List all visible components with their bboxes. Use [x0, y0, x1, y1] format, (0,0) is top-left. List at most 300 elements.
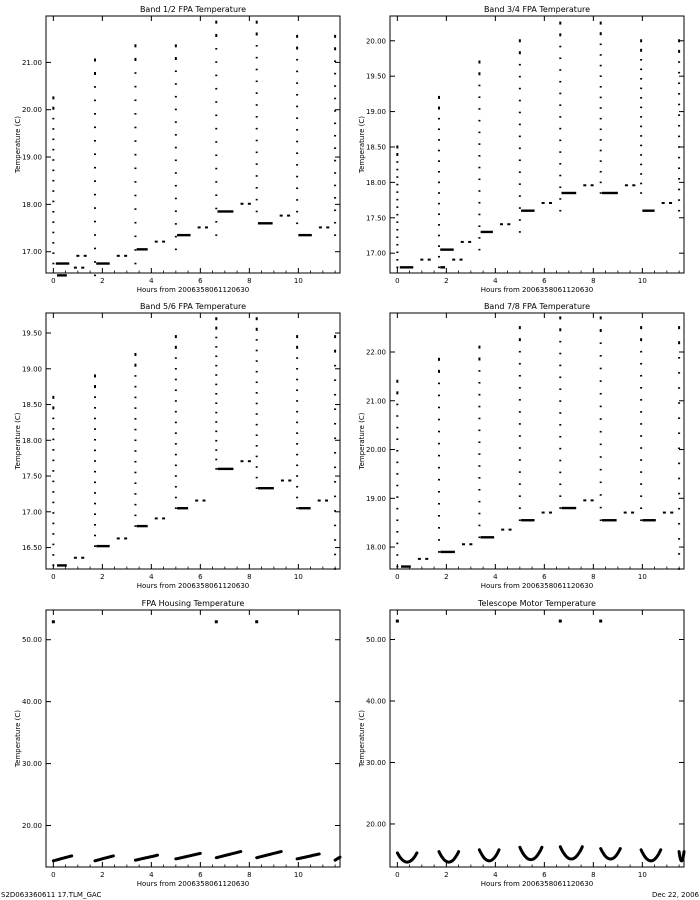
data-point — [256, 128, 258, 130]
data-point — [438, 383, 440, 385]
data-point — [678, 39, 680, 42]
data-point — [296, 82, 298, 84]
data-point — [478, 108, 480, 110]
data-point — [134, 407, 136, 409]
data-point — [52, 190, 54, 192]
data-point — [334, 437, 336, 439]
data-point — [124, 537, 127, 539]
data-point — [94, 407, 96, 409]
data-curve — [641, 850, 661, 861]
data-point — [94, 374, 96, 377]
data-point — [501, 529, 504, 531]
data-point — [334, 452, 336, 454]
chart-panel-6 — [358, 599, 684, 888]
data-point — [318, 500, 321, 502]
data-point — [94, 127, 96, 129]
data-point — [678, 167, 680, 169]
data-point — [215, 21, 217, 24]
data-point — [396, 236, 398, 238]
data-point — [396, 554, 398, 556]
data-point — [396, 214, 398, 216]
data-point — [640, 399, 642, 401]
data-point — [519, 231, 521, 233]
data-point — [94, 513, 96, 515]
data-point — [519, 435, 521, 437]
data-point — [602, 519, 617, 521]
data-point — [334, 98, 336, 100]
data-point — [640, 363, 642, 365]
data-point — [678, 568, 680, 570]
data-point — [640, 326, 642, 329]
data-point — [559, 316, 561, 319]
data-point — [94, 72, 96, 75]
data-point — [94, 59, 96, 62]
chart-title: Band 7/8 FPA Temperature — [483, 302, 591, 311]
data-point — [175, 223, 177, 225]
data-point — [559, 620, 562, 623]
data-point — [175, 210, 177, 212]
data-point — [478, 85, 480, 87]
data-point — [94, 524, 96, 526]
data-point — [559, 186, 561, 188]
y-tick-label: 40.00 — [21, 698, 42, 707]
data-point — [600, 431, 602, 433]
data-point — [600, 368, 602, 370]
data-point — [519, 375, 521, 377]
data-point — [600, 97, 602, 99]
data-point — [94, 385, 96, 388]
data-point — [134, 167, 136, 169]
data-point — [678, 50, 680, 53]
x-tick-label: 10 — [637, 277, 647, 285]
data-point — [478, 346, 480, 349]
data-point — [296, 117, 298, 119]
data-point — [396, 267, 398, 269]
data-point — [559, 151, 561, 153]
data-point — [215, 431, 217, 433]
y-tick-label: 20.00 — [365, 820, 386, 829]
data-point — [396, 415, 398, 417]
data-point — [215, 234, 217, 236]
data-point — [396, 169, 398, 171]
x-tick-label: 8 — [247, 871, 252, 879]
y-tick-label: 18.00 — [21, 436, 42, 445]
data-point — [559, 495, 561, 497]
data-point — [640, 116, 642, 118]
data-point — [438, 128, 440, 130]
data-point — [296, 176, 298, 178]
data-point — [519, 459, 521, 461]
data-point — [256, 81, 258, 83]
data-point — [218, 468, 234, 470]
data-point — [396, 391, 398, 394]
y-tick-label: 19.50 — [365, 72, 386, 81]
data-point — [640, 107, 642, 109]
y-tick-label: 17.50 — [365, 214, 386, 223]
data-point — [591, 184, 594, 186]
data-point — [52, 107, 54, 110]
data-point — [438, 192, 440, 194]
data-point — [396, 531, 398, 533]
data-point — [175, 57, 177, 60]
data-point — [678, 61, 680, 63]
data-point — [396, 244, 398, 246]
data-point — [418, 558, 421, 560]
x-tick-label: 8 — [591, 573, 596, 581]
data-point — [678, 538, 680, 540]
data-point — [334, 160, 336, 162]
data-point — [134, 72, 136, 74]
data-point — [438, 203, 440, 205]
data-point — [600, 182, 602, 184]
data-point — [241, 460, 244, 462]
data-point — [396, 259, 398, 261]
x-axis-label: Hours from 2006358061120630 — [136, 286, 250, 294]
data-point — [519, 136, 521, 138]
data-point — [215, 48, 217, 50]
data-series — [396, 316, 680, 569]
data-point — [334, 172, 336, 174]
data-point — [438, 267, 440, 269]
data-point — [134, 140, 136, 142]
data-point — [478, 477, 480, 479]
data-point — [52, 565, 54, 567]
data-point — [134, 364, 136, 367]
data-curve — [479, 850, 499, 861]
data-series — [396, 22, 680, 269]
data-point — [640, 173, 642, 175]
data-point — [52, 620, 55, 623]
x-axis-label: Hours from 2006358061120630 — [480, 880, 594, 888]
data-point — [519, 183, 521, 185]
data-point — [76, 255, 79, 257]
data-point — [396, 199, 398, 201]
data-point — [334, 496, 336, 498]
data-point — [155, 241, 158, 243]
data-point — [94, 194, 96, 196]
data-point — [481, 536, 494, 538]
data-point — [438, 539, 440, 541]
data-point — [256, 211, 258, 213]
x-tick-label: 6 — [542, 277, 547, 285]
data-point — [670, 512, 673, 514]
data-point — [134, 493, 136, 495]
data-point — [438, 182, 440, 184]
data-point — [175, 475, 177, 477]
data-point — [438, 150, 440, 152]
chart-title: Band 3/4 FPA Temperature — [483, 5, 591, 14]
y-tick-label: 30.00 — [21, 760, 42, 769]
data-point — [562, 507, 577, 509]
data-point — [215, 61, 217, 63]
y-tick-label: 19.00 — [365, 494, 386, 503]
data-point — [334, 379, 336, 381]
data-point — [94, 180, 96, 182]
data-point — [298, 507, 310, 509]
data-point — [519, 423, 521, 425]
data-point — [256, 317, 258, 320]
y-tick-label: 50.00 — [21, 636, 42, 645]
data-point — [559, 128, 561, 130]
data-point — [52, 544, 54, 546]
data-point — [117, 537, 120, 539]
data-point — [215, 141, 217, 143]
data-point — [52, 221, 54, 223]
data-point — [438, 551, 440, 553]
data-point — [478, 525, 480, 527]
data-point — [559, 412, 561, 414]
y-tick-label: 19.00 — [365, 108, 386, 117]
data-point — [175, 172, 177, 174]
data-point — [640, 507, 642, 509]
data-point — [640, 135, 642, 137]
data-point — [438, 358, 440, 361]
y-axis-label: Temperature (C) — [358, 412, 366, 470]
data-point — [334, 123, 336, 125]
data-point — [52, 263, 54, 265]
data-point — [215, 34, 217, 37]
data-point — [559, 400, 561, 402]
data-point — [640, 69, 642, 71]
data-point — [678, 104, 680, 106]
data-point — [600, 355, 602, 357]
data-point — [52, 523, 54, 525]
data-point — [162, 241, 165, 243]
data-point — [600, 128, 602, 130]
data-point — [559, 57, 561, 59]
footer-filename: S2D063360611 17.TLM_GAC — [1, 891, 102, 899]
data-point — [640, 88, 642, 90]
data-point — [134, 222, 136, 224]
data-point — [215, 181, 217, 183]
data-point — [600, 150, 602, 152]
data-point — [481, 231, 493, 233]
data-point — [519, 387, 521, 389]
data-point — [478, 370, 480, 372]
data-point — [583, 499, 586, 501]
data-point — [256, 32, 258, 35]
data-point — [519, 363, 521, 365]
data-point — [600, 418, 602, 420]
data-point — [640, 145, 642, 147]
data-curve — [679, 852, 684, 861]
data-curve — [439, 852, 459, 863]
data-point — [600, 444, 602, 446]
y-tick-label: 18.00 — [365, 543, 386, 552]
data-point — [134, 58, 136, 61]
data-point — [600, 107, 602, 109]
data-point — [678, 136, 680, 138]
data-point — [640, 126, 642, 128]
data-point — [215, 365, 217, 367]
data-point — [52, 252, 54, 254]
data-point — [600, 171, 602, 173]
data-point — [215, 168, 217, 170]
data-point — [600, 380, 602, 382]
x-tick-label: 8 — [247, 573, 252, 581]
data-point — [519, 338, 521, 341]
data-point — [94, 86, 96, 88]
x-tick-label: 8 — [591, 277, 596, 285]
data-point — [124, 255, 127, 257]
data-point — [256, 21, 258, 24]
data-point — [256, 199, 258, 201]
data-point — [478, 155, 480, 157]
data-point — [134, 249, 136, 251]
data-point — [57, 564, 67, 566]
data-point — [215, 208, 217, 210]
data-point — [296, 432, 298, 434]
data-point — [175, 411, 177, 413]
x-tick-label: 6 — [198, 573, 203, 581]
x-tick-label: 10 — [637, 871, 647, 879]
data-point — [542, 512, 545, 514]
data-point — [396, 496, 398, 498]
data-point — [74, 557, 77, 559]
data-point — [256, 360, 258, 362]
data-point — [52, 502, 54, 504]
data-point — [52, 439, 54, 441]
data-point — [175, 121, 177, 123]
data-point — [334, 568, 336, 570]
data-point — [438, 407, 440, 409]
y-tick-label: 20.00 — [21, 106, 42, 115]
data-point — [334, 35, 336, 38]
chart-title: Telescope Motor Temperature — [478, 599, 596, 608]
data-point — [438, 419, 440, 421]
data-point — [175, 346, 177, 349]
data-point — [57, 274, 67, 276]
data-point — [74, 267, 77, 269]
data-point — [256, 403, 258, 405]
data-point — [334, 408, 336, 410]
data-point — [52, 96, 54, 99]
data-point — [134, 236, 136, 238]
data-curve — [601, 849, 621, 859]
data-point — [642, 209, 654, 211]
data-point — [559, 377, 561, 379]
data-point — [175, 389, 177, 391]
data-point — [175, 465, 177, 467]
data-point — [52, 211, 54, 213]
data-point — [134, 461, 136, 463]
data-point — [81, 267, 84, 269]
y-tick-label: 18.00 — [21, 200, 42, 209]
data-point — [396, 485, 398, 487]
data-point — [215, 115, 217, 117]
data-point — [334, 135, 336, 137]
data-point — [94, 450, 96, 452]
x-tick-label: 10 — [293, 573, 303, 581]
data-point — [640, 351, 642, 353]
data-point — [600, 118, 602, 120]
data-point — [334, 350, 336, 353]
data-point — [559, 69, 561, 71]
data-point — [549, 512, 552, 514]
data-point — [296, 486, 298, 488]
data-point — [640, 459, 642, 461]
y-tick-label: 20.00 — [365, 37, 386, 46]
data-point — [478, 441, 480, 443]
data-point — [519, 148, 521, 150]
data-point — [215, 221, 217, 223]
data-point — [507, 223, 510, 225]
data-point — [287, 215, 290, 217]
data-point — [94, 503, 96, 505]
data-point — [396, 251, 398, 253]
data-point — [325, 500, 328, 502]
data-point — [94, 248, 96, 250]
data-point — [52, 418, 54, 420]
data-point — [256, 413, 258, 415]
data-point — [478, 537, 480, 539]
data-point — [640, 59, 642, 61]
y-tick-label: 18.00 — [365, 178, 386, 187]
data-point — [478, 394, 480, 396]
data-point — [256, 104, 258, 106]
x-tick-label: 2 — [100, 277, 105, 285]
x-tick-label: 2 — [444, 573, 449, 581]
data-point — [296, 443, 298, 445]
data-point — [334, 481, 336, 483]
data-point — [319, 226, 322, 228]
y-tick-label: 20.00 — [365, 446, 386, 455]
data-point — [296, 71, 298, 73]
data-point — [215, 327, 217, 330]
data-point — [334, 335, 336, 338]
data-point — [175, 134, 177, 136]
data-point — [559, 507, 561, 509]
data-point — [334, 85, 336, 87]
data-point — [258, 222, 273, 224]
data-point — [600, 44, 602, 46]
data-point — [559, 436, 561, 438]
data-point — [559, 210, 561, 212]
x-tick-label: 8 — [591, 871, 596, 879]
data-point — [52, 491, 54, 493]
data-point — [117, 255, 120, 257]
data-point — [296, 400, 298, 402]
data-point — [175, 497, 177, 499]
data-point — [256, 392, 258, 394]
data-point — [215, 459, 217, 461]
data-point — [559, 33, 561, 36]
data-point — [94, 545, 96, 547]
data-point — [334, 47, 336, 50]
data-point — [559, 46, 561, 48]
data-point — [396, 462, 398, 464]
data-point — [256, 350, 258, 352]
data-point — [600, 75, 602, 77]
data-point — [519, 447, 521, 449]
data-point — [296, 411, 298, 413]
data-point — [600, 86, 602, 88]
data-point — [334, 185, 336, 187]
data-point — [583, 184, 586, 186]
data-point — [519, 124, 521, 126]
x-tick-label: 0 — [395, 573, 400, 581]
y-tick-label: 16.50 — [21, 544, 42, 553]
data-point — [134, 482, 136, 484]
data-point — [134, 450, 136, 452]
data-point — [478, 382, 480, 384]
data-point — [478, 96, 480, 98]
data-point — [602, 192, 618, 194]
data-point — [296, 335, 298, 338]
data-point — [559, 365, 561, 367]
data-point — [396, 620, 399, 623]
data-point — [678, 341, 680, 344]
